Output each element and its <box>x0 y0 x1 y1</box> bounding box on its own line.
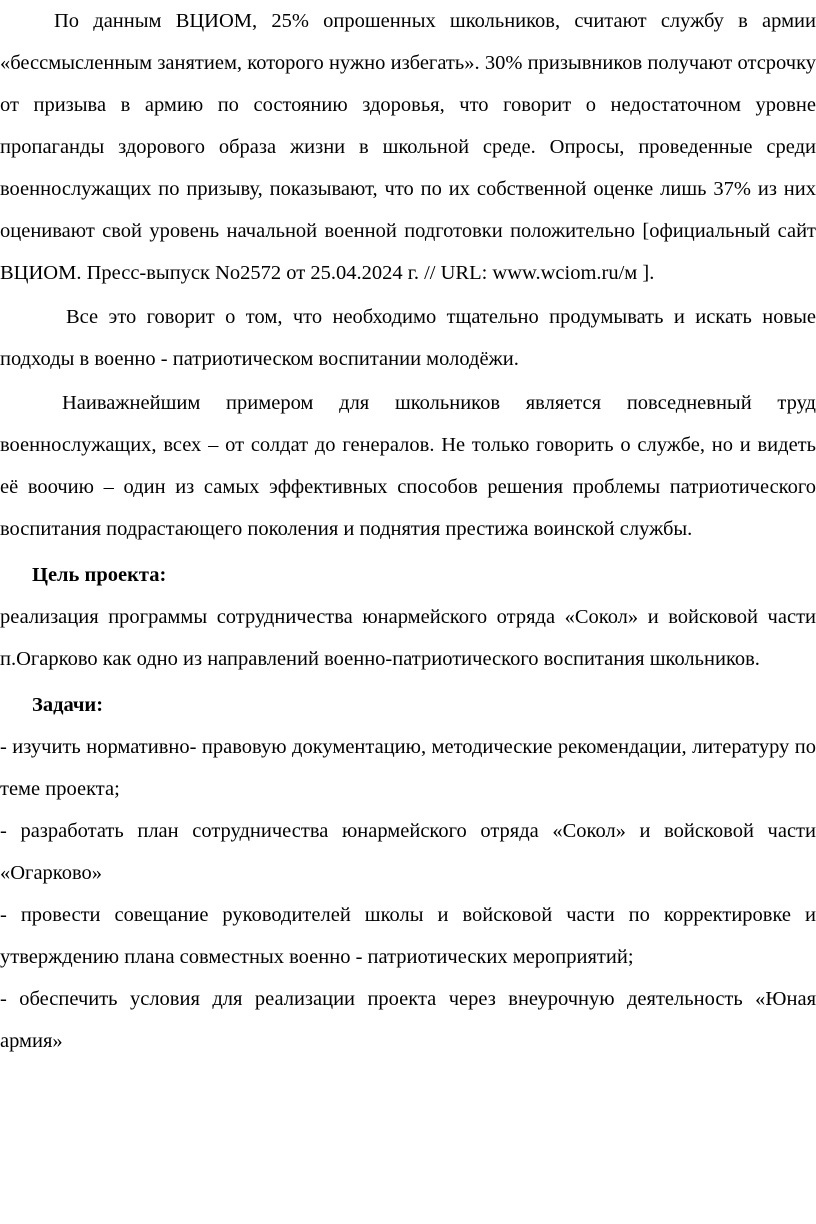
paragraph-conclusion: Все это говорит о том, что необходимо тщательно продумывать и искать новые подходы в военно - патриотическом воспитании молодёжи. <box>0 306 816 370</box>
tasks-heading: Задачи: <box>32 694 104 716</box>
task-item: - провести совещание руководителей школы и войсковой части по корректировке и утверждению плана совместных военно - патриотических мероприятий; <box>0 904 816 968</box>
goal-heading: Цель проекта: <box>32 564 167 586</box>
paragraph-example: Наиважнейшим примером для школьников является повседневный труд военнослужащих, всех – от солдат до генералов. Не только говорить о службе, но и видеть её воочию – один из самых эффективных способов решения проблемы патриотического воспитания подрастающего поколения и поднятия престижа воинской службы. <box>0 392 816 540</box>
paragraph-survey-statistics: По данным ВЦИОМ, 25% опрошенных школьников, считают службу в армии «бессмысленным занятием, которого нужно избегать». 30% призывников получают отсрочку от призыва в армию по состоянию здоровья, что говорит о недостаточном уровне пропаганды здорового образа жизни в школьной среде. Опросы, проведенные среди военнослужащих по призыву, показывают, что по их собственной оценке лишь 37% из них оценивают свой уровень начальной военной подготовки положительно [официальный сайт ВЦИОМ. Пресс-выпуск No2572 от 25.04.2024 г. // URL: www.wciom.ru/м ]. <box>0 10 816 284</box>
task-item: - изучить нормативно- правовую документацию, методические рекомендации, литературу по теме проекта; <box>0 736 816 800</box>
goal-text: реализация программы сотрудничества юнармейского отряда «Сокол» и войсковой части п.Огарково как одно из направлений военно-патриотического воспитания школьников. <box>0 606 816 670</box>
task-item: - обеспечить условия для реализации проекта через внеурочную деятельность «Юная армия» <box>0 988 816 1052</box>
task-item: - разработать план сотрудничества юнармейского отряда «Сокол» и войсковой части «Огарково» <box>0 820 816 884</box>
